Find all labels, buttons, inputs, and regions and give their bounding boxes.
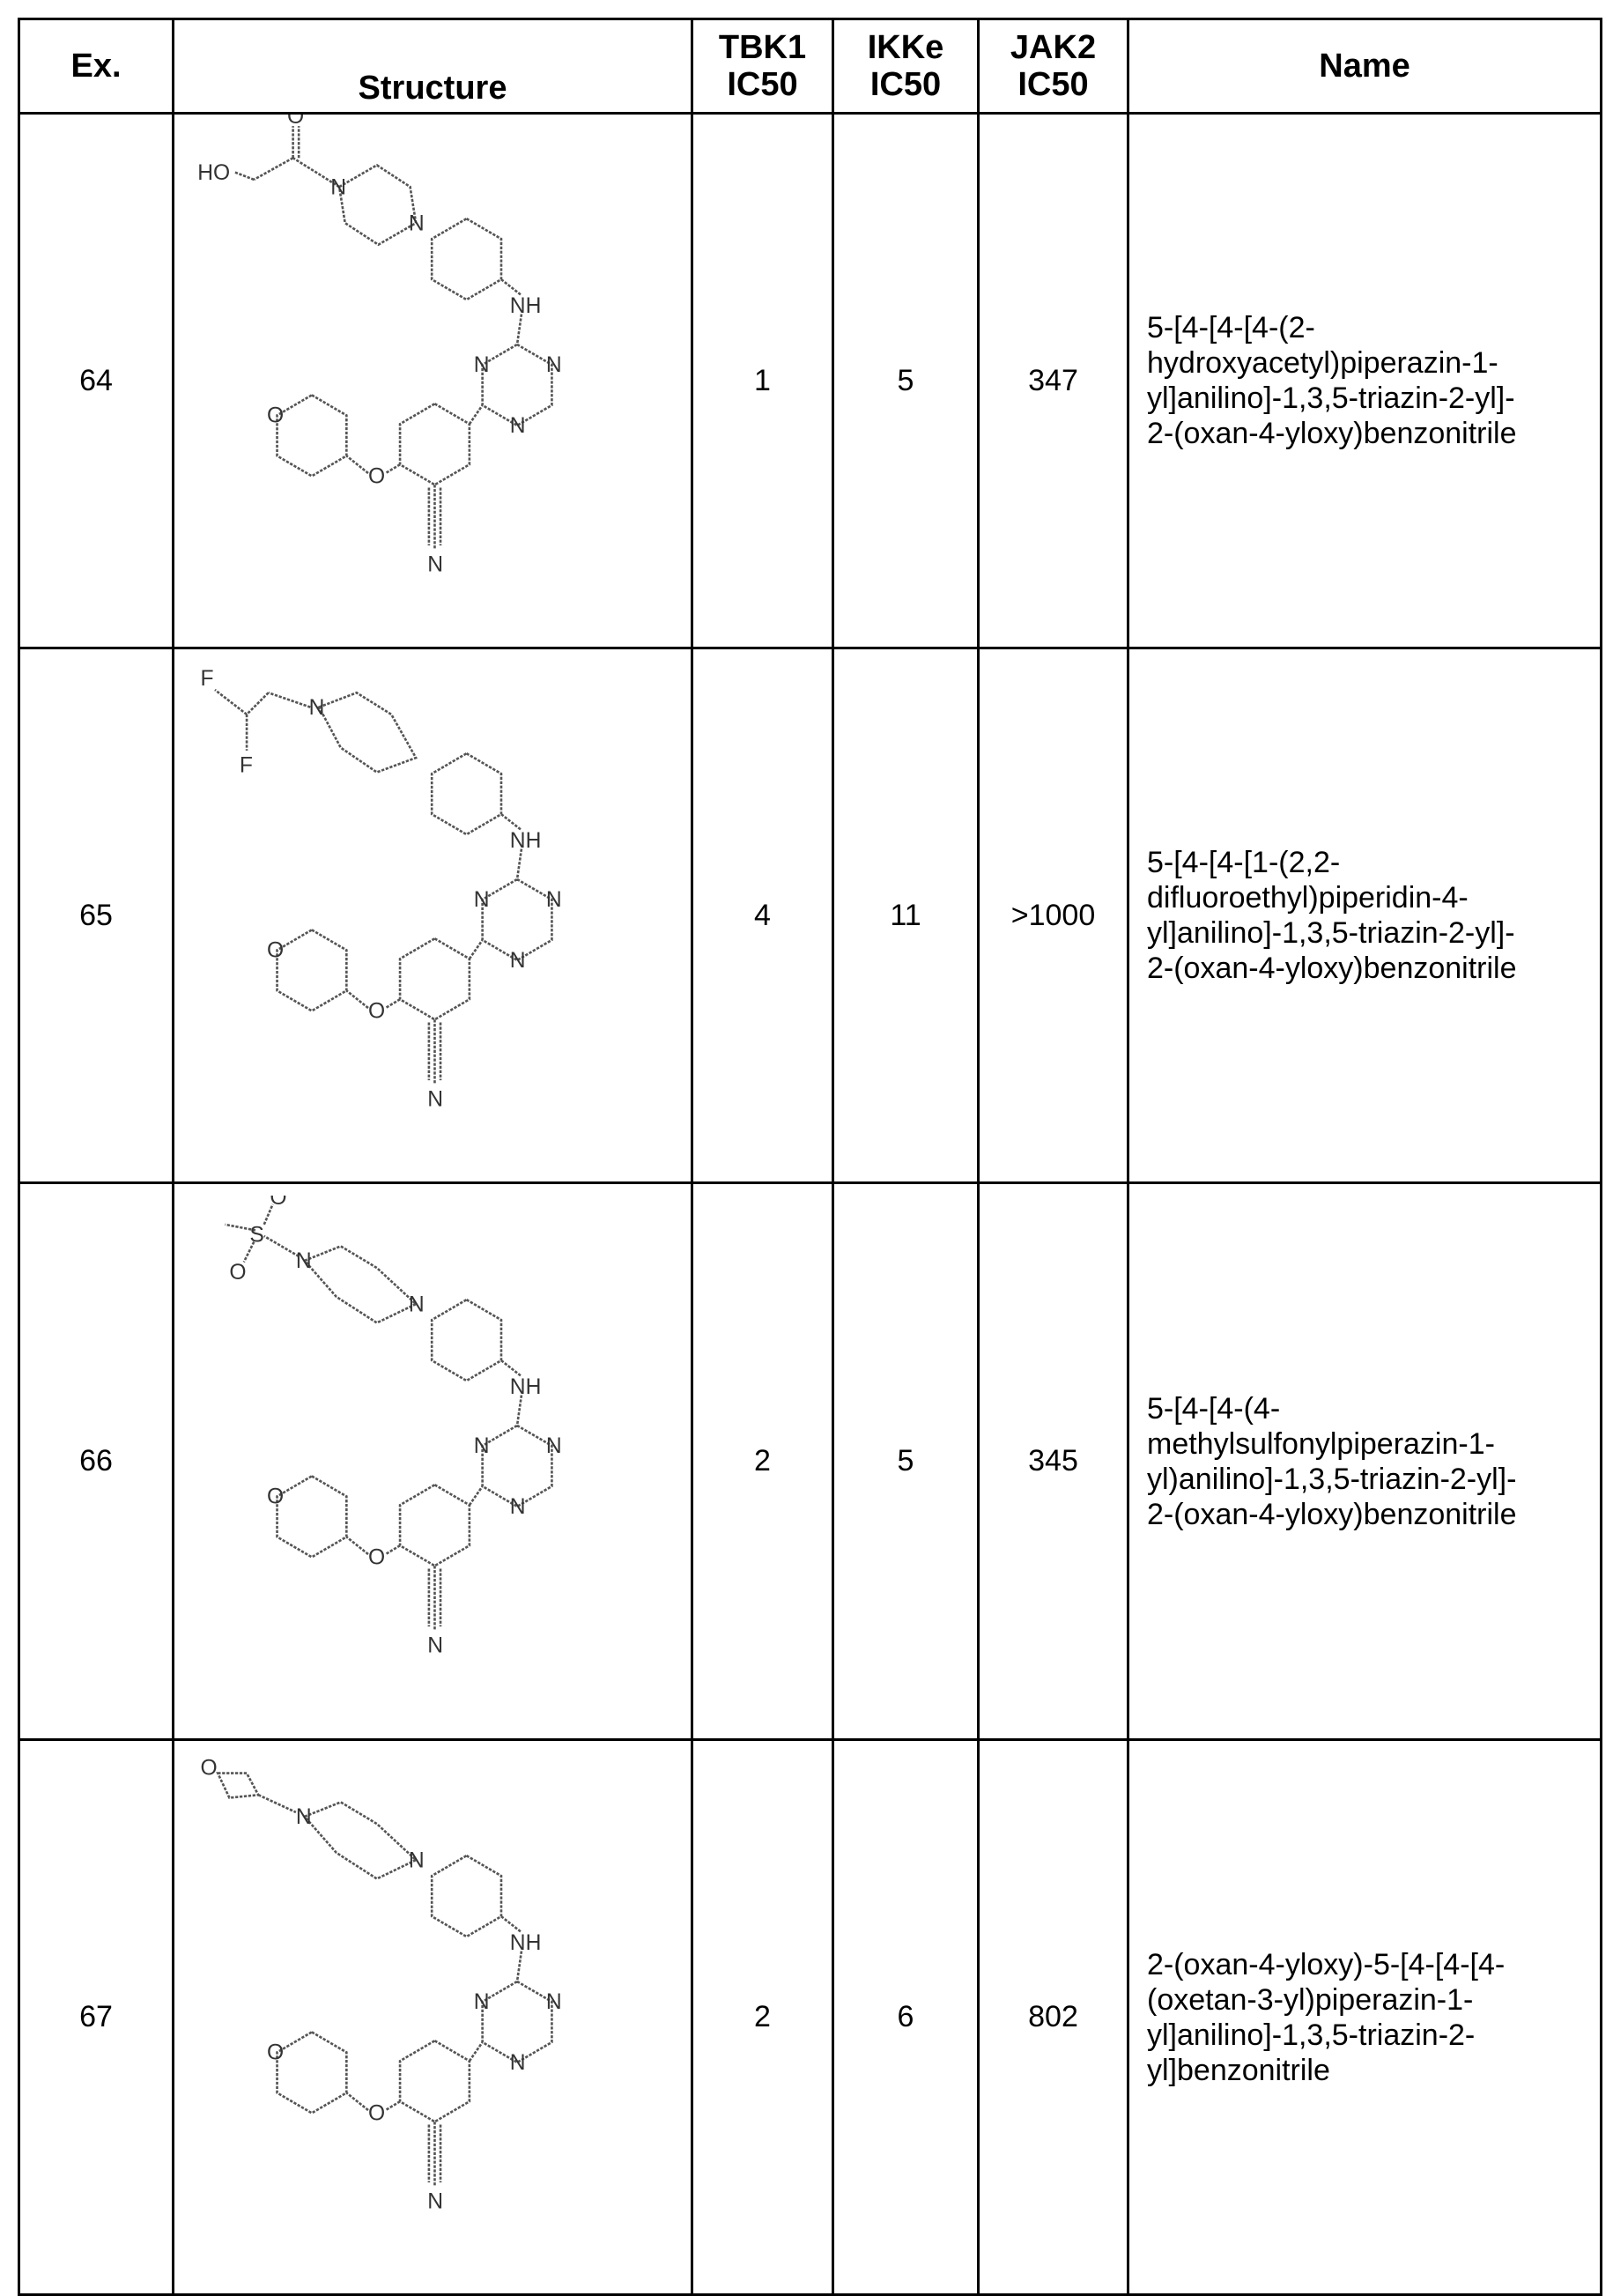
header-tbk1 bbox=[692, 19, 833, 114]
atom-label: N bbox=[510, 949, 526, 973]
header-name: Name bbox=[1128, 19, 1602, 114]
structure-image bbox=[174, 1183, 692, 1740]
name-line: 2-(oxan-4-yloxy)benzonitrile bbox=[1147, 417, 1517, 450]
table-row bbox=[19, 1183, 1602, 1740]
atom-label: NH bbox=[510, 829, 542, 853]
atom-label: N bbox=[409, 1292, 425, 1316]
atom-label: N bbox=[309, 696, 325, 720]
ikke-ic50: 5 bbox=[833, 114, 979, 648]
example-number: 66 bbox=[19, 1183, 174, 1740]
name-line: difluoroethyl)piperidin-4- bbox=[1147, 881, 1469, 915]
name-line: yl]anilino]-1,3,5-triazin-2- bbox=[1147, 2018, 1475, 2052]
atom-label: O bbox=[229, 1261, 246, 1285]
name-line: 2-(oxan-4-yloxy)benzonitrile bbox=[1147, 952, 1517, 985]
structure-image bbox=[174, 648, 692, 1183]
atom-label: N bbox=[330, 175, 346, 199]
ikke-ic50: 5 bbox=[833, 1183, 979, 1740]
compound-name bbox=[1128, 1183, 1602, 1740]
header-structure: Structure bbox=[174, 19, 692, 114]
atom-label: F bbox=[240, 754, 253, 778]
chemical-structure bbox=[174, 115, 691, 647]
atom-label: F bbox=[201, 667, 214, 691]
tbk1-ic50: 1 bbox=[692, 114, 833, 648]
atom-label: N bbox=[546, 1434, 562, 1458]
atom-label: NH bbox=[510, 1930, 542, 1954]
chemical-structure bbox=[174, 1196, 691, 1728]
atom-label: N bbox=[409, 211, 425, 235]
atom-label: O bbox=[368, 1000, 385, 1024]
atom-label: O bbox=[368, 465, 385, 489]
name-line: methylsulfonylpiperazin-1- bbox=[1147, 1427, 1495, 1461]
atom-label: N bbox=[474, 1434, 490, 1458]
compound-name bbox=[1128, 114, 1602, 648]
atom-label: N bbox=[427, 1633, 443, 1657]
name-line: yl]anilino]-1,3,5-triazin-2-yl]- bbox=[1147, 916, 1515, 950]
name-line: 5-[4-[4-[4-(2- bbox=[1147, 311, 1315, 344]
header-ikke-line1: IKKe bbox=[868, 29, 944, 66]
jak2-ic50: >1000 bbox=[979, 648, 1128, 1183]
header-jak2-line1: JAK2 bbox=[1010, 29, 1096, 66]
name-line: yl]anilino]-1,3,5-triazin-2-yl]- bbox=[1147, 381, 1515, 415]
jak2-ic50: 347 bbox=[979, 114, 1128, 648]
atom-label: O bbox=[267, 1485, 284, 1508]
name-line: 5-[4-[4-(4- bbox=[1147, 1392, 1280, 1426]
atom-label: O bbox=[201, 1756, 218, 1780]
atom-label: N bbox=[296, 1805, 312, 1829]
atom-label: HO bbox=[197, 161, 230, 185]
atom-label: O bbox=[368, 1545, 385, 1569]
atom-label: O bbox=[270, 1196, 286, 1210]
tbk1-ic50: 2 bbox=[692, 1740, 833, 2295]
atom-label: N bbox=[296, 1249, 312, 1273]
atom-label: N bbox=[546, 888, 562, 912]
atom-label: N bbox=[409, 1848, 425, 1872]
header-tbk1-line1: TBK1 bbox=[719, 29, 806, 66]
table-row bbox=[19, 1740, 1602, 2295]
example-number: 65 bbox=[19, 648, 174, 1183]
header-ex: Ex. bbox=[19, 19, 174, 114]
atom-label: N bbox=[427, 553, 443, 577]
name-line: 5-[4-[4-[1-(2,2- bbox=[1147, 846, 1340, 879]
jak2-ic50: 802 bbox=[979, 1740, 1128, 2295]
atom-label: O bbox=[267, 2040, 284, 2064]
atom-label: N bbox=[427, 1088, 443, 1112]
name-line: hydroxyacetyl)piperazin-1- bbox=[1147, 346, 1498, 380]
compound-name bbox=[1128, 1740, 1602, 2295]
chemical-structure bbox=[174, 1752, 691, 2284]
atom-label: N bbox=[474, 1990, 490, 2014]
atom-label: NH bbox=[510, 294, 542, 318]
atom-label: N bbox=[510, 414, 526, 438]
atom-label: N bbox=[474, 888, 490, 912]
name-line: (oxetan-3-yl)piperazin-1- bbox=[1147, 1983, 1473, 2017]
structure-image bbox=[174, 114, 692, 648]
atom-label: O bbox=[267, 939, 284, 963]
name-line: 2-(oxan-4-yloxy)benzonitrile bbox=[1147, 1498, 1517, 1531]
name-line: 2-(oxan-4-yloxy)-5-[4-[4-[4- bbox=[1147, 1948, 1505, 1981]
atom-label: NH bbox=[510, 1374, 542, 1398]
atom-label: S bbox=[249, 1223, 263, 1247]
table-row bbox=[19, 114, 1602, 648]
atom-label: O bbox=[368, 2101, 385, 2125]
atom-label: O bbox=[287, 115, 304, 129]
name-line: yl)anilino]-1,3,5-triazin-2-yl]- bbox=[1147, 1463, 1516, 1496]
tbk1-ic50: 2 bbox=[692, 1183, 833, 1740]
ikke-ic50: 11 bbox=[833, 648, 979, 1183]
atom-label: O bbox=[267, 404, 284, 428]
jak2-ic50: 345 bbox=[979, 1183, 1128, 1740]
header-row bbox=[19, 19, 1602, 114]
atom-label: N bbox=[546, 353, 562, 377]
table-row bbox=[19, 648, 1602, 1183]
structure-image bbox=[174, 1740, 692, 2295]
header-tbk1-line2: IC50 bbox=[727, 66, 797, 103]
compound-table bbox=[18, 18, 1602, 2296]
example-number: 67 bbox=[19, 1740, 174, 2295]
header-jak2-line2: IC50 bbox=[1017, 66, 1088, 103]
name-line: yl]benzonitrile bbox=[1147, 2054, 1330, 2087]
atom-label: N bbox=[510, 2051, 526, 2075]
header-ikke-line2: IC50 bbox=[870, 66, 941, 103]
example-number: 64 bbox=[19, 114, 174, 648]
compound-name bbox=[1128, 648, 1602, 1183]
atom-label: N bbox=[546, 1990, 562, 2014]
atom-label: N bbox=[427, 2189, 443, 2213]
chemical-structure bbox=[174, 649, 691, 1181]
tbk1-ic50: 4 bbox=[692, 648, 833, 1183]
atom-label: N bbox=[474, 353, 490, 377]
header-ikke bbox=[833, 19, 979, 114]
ikke-ic50: 6 bbox=[833, 1740, 979, 2295]
atom-label: N bbox=[510, 1495, 526, 1519]
header-jak2 bbox=[979, 19, 1128, 114]
